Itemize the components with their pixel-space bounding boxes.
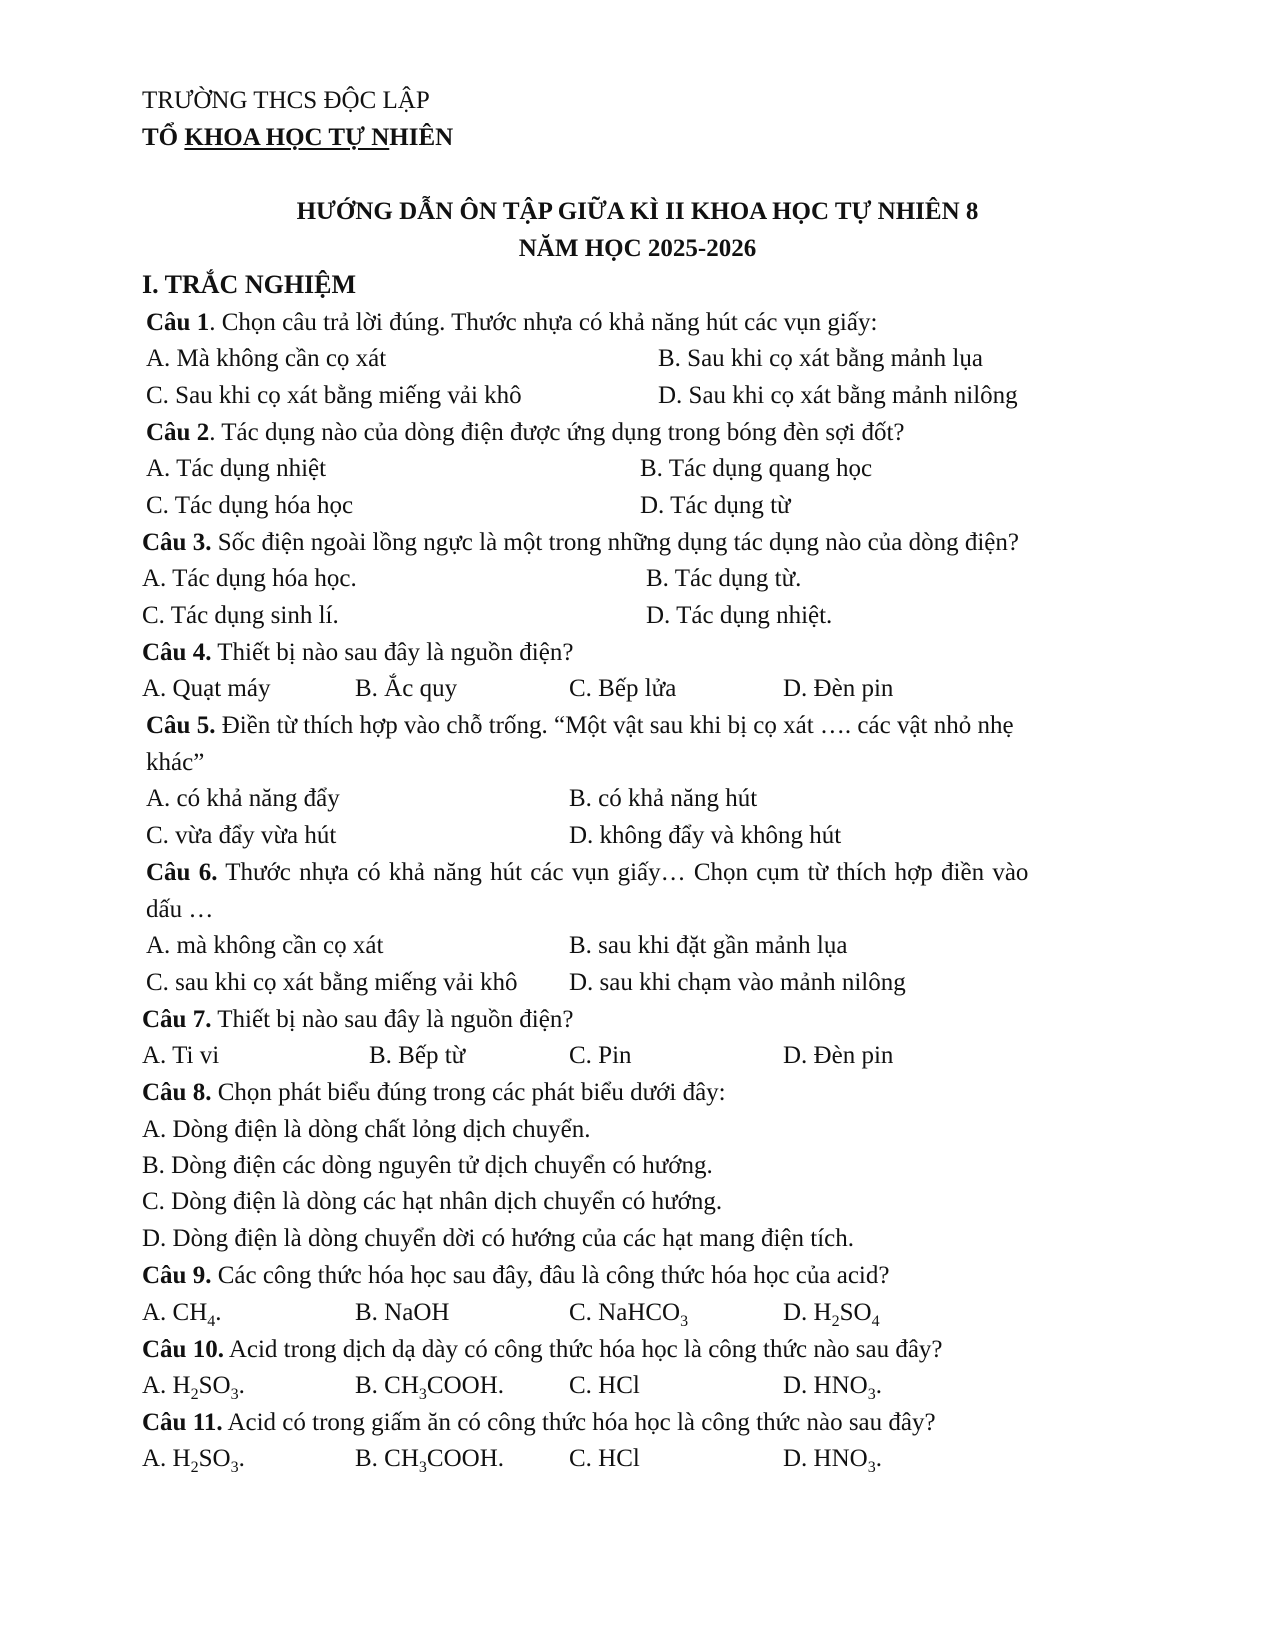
question-label: Câu 8. (142, 1079, 212, 1106)
question-label: Câu 9. (142, 1262, 212, 1289)
option-d: D. $HNO_3$. (783, 1445, 882, 1476)
option-a: A. mà không cần cọ xát (146, 932, 384, 959)
option-b: B. $CH_3COOH$. (355, 1445, 504, 1476)
option-a: A. $H_2SO_3$. (142, 1445, 245, 1476)
question-text: . Tác dụng nào của dòng điện được ứng dụng trong bóng đèn sợi đốt? (209, 419, 905, 446)
option-c: C. HCl (569, 1372, 640, 1399)
question-text: Chọn phát biểu đúng trong các phát biểu dưới đây: (211, 1079, 726, 1106)
question-text: Thước nhựa có khả năng hút các vụn giấy… Chọn cụm từ thích hợp điền vào (217, 859, 1029, 886)
option-c: C. Bếp lửa (569, 675, 677, 702)
option-c: C. Tác dụng hóa học (146, 492, 354, 519)
option-c: C. NaHCO$_3$ (569, 1299, 689, 1330)
question-label: Câu 7. (142, 1006, 212, 1033)
option-d: D. sau khi chạm vào mảnh nilông (569, 969, 906, 996)
option-c: C. Dòng điện là dòng các hạt nhân dịch chuyển có hướng. (142, 1188, 723, 1215)
option-a: A. Tác dụng nhiệt (146, 455, 327, 482)
question-4 (142, 640, 573, 665)
option-c: C. sau khi cọ xát bằng miếng vải khô (146, 969, 518, 996)
question-6 (146, 860, 1028, 885)
option-d: D. Dòng điện là dòng chuyển dời có hướng của các hạt mang điện tích. (142, 1225, 855, 1252)
question-text: Thiết bị nào sau đây là nguồn điện? (211, 1006, 574, 1033)
question-text: Điền từ thích hợp vào chỗ trống. “Một vật sau khi bị cọ xát …. các vật nhỏ nhẹ (215, 712, 1014, 739)
question-9 (142, 1263, 889, 1288)
question-label: Câu 2 (146, 419, 210, 446)
option-b: B. NaOH (355, 1299, 450, 1326)
option-b: B. Ắc quy (355, 675, 458, 702)
option-a: A. Quạt máy (142, 675, 271, 702)
question-label: Câu 4. (142, 639, 212, 666)
option-c: C. vừa đẩy vừa hút (146, 822, 337, 849)
question-7 (142, 1007, 573, 1032)
question-text: Sốc điện ngoài lồng ngực là một trong những dụng tác dụng nào của dòng điện? (211, 529, 1019, 556)
department-suffix: HIÊN (389, 124, 454, 151)
option-d: D. không đẩy và không hút (569, 822, 842, 849)
option-c: C. HCl (569, 1445, 640, 1472)
option-d: D. Sau khi cọ xát bằng mảnh nilông (658, 382, 1018, 409)
section-heading: I. TRẮC NGHIỆM (142, 270, 357, 299)
option-b: B. $CH_3COOH$. (355, 1372, 504, 1403)
school-year: NĂM HỌC 2025-2026 (518, 235, 757, 262)
question-10 (142, 1337, 943, 1362)
option-a: A. $CH_4$. (142, 1299, 222, 1330)
question-3 (142, 530, 1019, 555)
option-d: D. $H_2SO_4$ (783, 1299, 880, 1330)
option-b: B. Bếp từ (369, 1042, 466, 1069)
question-2 (146, 420, 905, 445)
document-title: HƯỚNG DẪN ÔN TẬP GIỮA KÌ II KHOA HỌC TỰ NHIÊN 8 (296, 198, 979, 225)
question-text: Acid trong dịch dạ dày có công thức hóa học là công thức nào sau đây? (223, 1336, 943, 1363)
option-d: D. Tác dụng từ (640, 492, 791, 519)
question-label: Câu 11. (142, 1409, 223, 1436)
question-text: Acid có trong giấm ăn có công thức hóa học là công thức nào sau đây? (222, 1409, 936, 1436)
question-label: Câu 5. (146, 712, 216, 739)
question-8 (142, 1080, 726, 1105)
question-text: Thiết bị nào sau đây là nguồn điện? (211, 639, 574, 666)
school-name: TRƯỜNG THCS ĐỘC LẬP (142, 87, 430, 114)
option-d: D. Đèn pin (783, 1042, 894, 1069)
option-d: D. $HNO_3$. (783, 1372, 882, 1403)
option-a: A. có khả năng đẩy (146, 785, 340, 812)
question-text-continued: dấu … (146, 896, 214, 923)
department-underlined: KHOA HỌC TỰ N (184, 124, 390, 151)
option-c: C. Sau khi cọ xát bằng miếng vải khô (146, 382, 522, 409)
option-c: C. Tác dụng sinh lí. (142, 602, 339, 629)
question-text: Các công thức hóa học sau đây, đâu là công thức hóa học của acid? (211, 1262, 890, 1289)
option-b: B. Dòng điện các dòng nguyên tử dịch chuyển có hướng. (142, 1152, 713, 1179)
option-b: B. Tác dụng từ. (646, 565, 802, 592)
option-a: A. $H_2SO_3$. (142, 1372, 245, 1403)
option-a: A. Dòng điện là dòng chất lỏng dịch chuyển. (142, 1116, 591, 1143)
question-5 (146, 713, 1014, 738)
option-d: D. Tác dụng nhiệt. (646, 602, 833, 629)
option-b: B. Sau khi cọ xát bằng mảnh lụa (658, 345, 983, 372)
question-text: . Chọn câu trả lời đúng. Thước nhựa có khả năng hút các vụn giấy: (209, 309, 878, 336)
question-text-continued: khác” (146, 749, 205, 776)
option-c: C. Pin (569, 1042, 632, 1069)
question-1 (146, 310, 877, 335)
department-name (142, 125, 453, 150)
option-a: A. Ti vi (142, 1042, 220, 1069)
department-prefix: TỔ (142, 124, 185, 151)
question-label: Câu 10. (142, 1336, 224, 1363)
question-label: Câu 6. (146, 859, 218, 886)
question-label: Câu 3. (142, 529, 212, 556)
option-a: A. Mà không cần cọ xát (146, 345, 387, 372)
question-11 (142, 1410, 936, 1435)
option-b: B. sau khi đặt gần mảnh lụa (569, 932, 848, 959)
option-a: A. Tác dụng hóa học. (142, 565, 357, 592)
option-b: B. Tác dụng quang học (640, 455, 873, 482)
option-b: B. có khả năng hút (569, 785, 758, 812)
question-label: Câu 1 (146, 309, 210, 336)
option-d: D. Đèn pin (783, 675, 894, 702)
